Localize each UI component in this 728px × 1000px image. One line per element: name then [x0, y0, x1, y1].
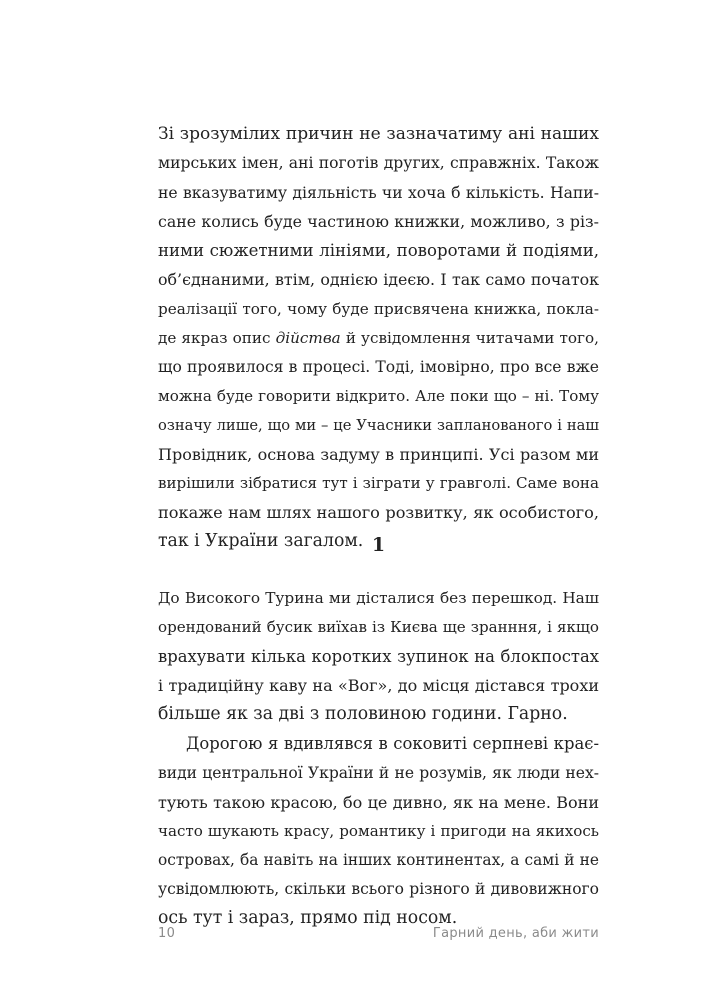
- running-title: Гарний день, аби жити: [432, 926, 599, 941]
- text-line: усвідомлюють, скільки всього різного й дивовижного: [158, 879, 599, 898]
- chapter-body: [158, 584, 599, 933]
- emphasized-word: дійства: [275, 328, 341, 347]
- intro-paragraph: [158, 120, 599, 556]
- chapter-heading: 1: [371, 534, 386, 556]
- text-line: ось тут і зараз, прямо під носом.: [158, 908, 458, 929]
- text-fragment: де якраз опис: [158, 328, 276, 347]
- text-line: Дорогою я вдивлявся в соковиті серпневі крає-: [186, 734, 599, 754]
- text-line: що проявилося в процесі. Тоді, імовірно, про все вже: [158, 357, 599, 376]
- text-line: реалізації того, чому буде присвячена книжка, покла-: [158, 299, 599, 318]
- text-line: ними сюжетними лініями, поворотами й подіями,: [158, 241, 599, 261]
- text-line: не вказуватиму діяльність чи хоча б кількість. Напи-: [158, 183, 599, 203]
- text-line: До Високого Турина ми дісталися без перешкод. Наш: [158, 589, 599, 607]
- text-line: Зі зрозумілих причин не зазначатиму ані наших: [158, 124, 599, 144]
- text-line: тують такою красою, бо це дивно, як на мене. Вони: [158, 792, 599, 812]
- text-line: об’єднаними, втім, однією ідеєю. І так само початок: [158, 270, 599, 290]
- page-number: 10: [158, 926, 176, 941]
- text-line: покаже нам шлях нашого розвитку, як особистого,: [158, 503, 599, 523]
- text-line: часто шукають красу, романтику і пригоди на якихось: [158, 821, 599, 840]
- text-line: вирішили зібратися тут і зіграти у гравголі. Саме вона: [158, 474, 599, 493]
- text-line: [158, 324, 599, 353]
- text-line: орендований бусик виїхав із Києва ще зранння, і якщо: [158, 618, 599, 637]
- text-fragment: й усвідомлення читачами того,: [340, 328, 599, 347]
- text-line: врахувати кілька коротких зупинок на блокпостах: [158, 647, 599, 667]
- text-line: види центральної України й не розумів, як люди нех-: [158, 763, 599, 782]
- text-line: більше як за дві з половиною години. Гарно.: [158, 704, 568, 725]
- text-line: сане колись буде частиною книжки, можливо, з різ-: [158, 212, 599, 232]
- text-line: Провідник, основа задуму в принципі. Усі разом ми: [158, 445, 599, 465]
- text-line: так і України загалом.: [158, 531, 364, 552]
- text-line: означу лише, що ми – це Учасники запланованого і наш: [158, 416, 599, 434]
- text-line: можна буде говорити відкрито. Але поки що – ні. Тому: [158, 386, 599, 405]
- text-line: мирських імен, ані поготів других, справжніх. Також: [158, 154, 599, 173]
- text-line: і традиційну каву на «Вог», до місця дістався трохи: [158, 676, 599, 696]
- text-line: островах, ба навіть на інших континентах, а самі й не: [158, 850, 599, 869]
